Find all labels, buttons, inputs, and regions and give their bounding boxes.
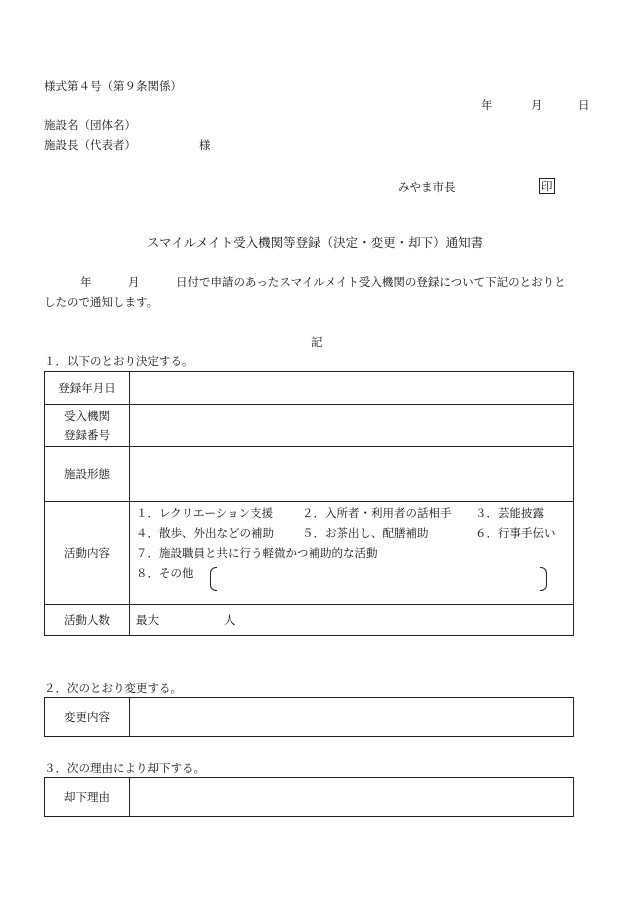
table-row [45, 502, 574, 605]
reg-no-label-line2: 登録番号 [64, 427, 110, 442]
activity-item-8: ８．その他 [136, 565, 194, 580]
activity-cell [130, 502, 574, 605]
facility-type-value[interactable] [130, 447, 574, 502]
count-value[interactable] [130, 605, 574, 636]
count-unit-label: 人 [224, 613, 236, 627]
honorific-label: 様 [199, 138, 211, 152]
other-bracket-right [540, 567, 547, 591]
date-year-label: 年 [481, 98, 493, 112]
reg-date-value[interactable] [130, 372, 574, 405]
intro-year: 年 [80, 275, 92, 289]
activity-item-2: ２．入所者・利用者の話相手 [302, 505, 452, 520]
activity-row-4 [130, 563, 573, 593]
decision-table [44, 371, 574, 636]
reg-no-value[interactable] [130, 405, 574, 447]
other-input[interactable] [218, 567, 536, 589]
facility-type-label: 施設形態 [45, 447, 130, 502]
table-row [45, 405, 574, 447]
activity-item-4: ４．散歩、外出などの補助 [136, 525, 274, 540]
table-row [45, 447, 574, 502]
reg-no-label [45, 405, 130, 447]
table-row [45, 605, 574, 636]
seal-text: 印 [541, 179, 553, 193]
change-table [44, 697, 574, 737]
form-number: 様式第４号（第９条関係） [44, 79, 182, 93]
activity-label: 活動内容 [45, 502, 130, 605]
change-value[interactable] [130, 698, 574, 737]
reg-date-label: 登録年月日 [45, 372, 130, 405]
intro-line-1: 日付で申請のあったスマイルメイト受入機関の登録について下記のとおりと [176, 275, 566, 289]
reg-no-label-line1: 受入機関 [64, 408, 110, 423]
activity-item-5: ５．お茶出し、配膳補助 [302, 525, 429, 540]
other-bracket-left [210, 567, 217, 591]
date-day-label: 日 [578, 98, 590, 112]
facility-name-label: 施設名（団体名） [44, 118, 136, 132]
section1-heading: １．以下のとおり決定する。 [44, 354, 194, 368]
rejection-value[interactable] [130, 778, 574, 817]
change-label: 変更内容 [45, 698, 130, 737]
rejection-label: 却下理由 [45, 778, 130, 817]
activity-item-6: ６．行事手伝い [475, 525, 556, 540]
intro-line-2: したので通知します。 [44, 295, 159, 309]
rejection-table [44, 777, 574, 817]
table-row [45, 372, 574, 405]
activity-row-3 [130, 543, 573, 563]
count-label: 活動人数 [45, 605, 130, 636]
activity-row-2 [130, 523, 573, 543]
activity-row-1 [130, 503, 573, 523]
facility-head-label: 施設長（代表者） [44, 138, 136, 152]
activity-item-7: ７．施設職員と共に行う軽微かつ補助的な活動 [136, 545, 378, 560]
section3-heading: ３．次の理由により却下する。 [44, 761, 205, 775]
seal-mark [539, 178, 555, 194]
table-row [45, 698, 574, 737]
count-max-label: 最大 [136, 613, 159, 627]
document-title: スマイルメイト受入機関等登録（決定・変更・却下）通知書 [146, 235, 484, 250]
activity-item-1: １．レクリエーション支援 [136, 505, 274, 520]
section2-heading: ２．次のとおり変更する。 [44, 681, 182, 695]
table-row [45, 778, 574, 817]
ki-marker: 記 [311, 335, 323, 349]
date-month-label: 月 [531, 98, 543, 112]
issuer-label: みやま市長 [398, 180, 456, 194]
activity-item-3: ３．芸能披露 [475, 505, 544, 520]
activity-list [130, 503, 573, 604]
intro-month: 月 [128, 275, 140, 289]
